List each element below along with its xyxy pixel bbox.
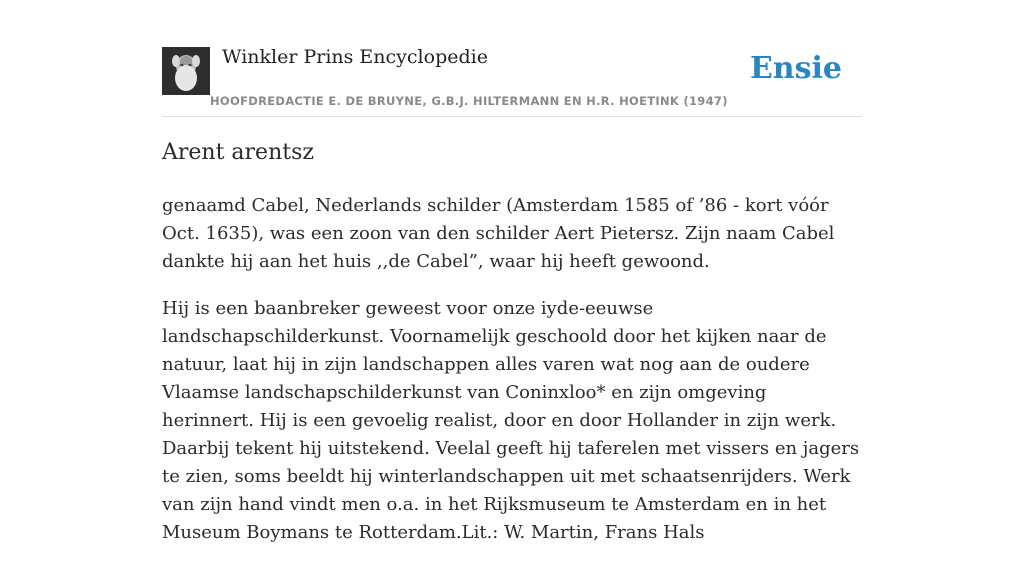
page-container [162, 0, 862, 543]
brand-logo-link[interactable]: Ensie [749, 51, 842, 86]
publication-title[interactable]: Winkler Prins Encyclopedie [222, 46, 488, 68]
publication-subtitle: HOOFDREDACTIE E. DE BRUYNE, G.B.J. HILTERMANN EN H.R. HOETINK (1947) [210, 94, 728, 108]
article-title: Arent arentsz [162, 140, 314, 165]
article-paragraph: genaamd Cabel, Nederlands schilder (Amsterdam 1585 of ’86 - kort vóór Oct. 1635), was een zoon van den schilder Aert Pietersz. Zijn naam Cabel dankte hij aan het huis ,,de Cabel”, waar hij heeft gewoond. [162, 195, 835, 272]
article-paragraph: Hij is een baanbreker geweest voor onze iyde-eeuwse landschapschilderkunst. Voornamelijk geschoold door het kijken naar de natuur, laat hij in zijn landschappen alles varen wat nog aan de oudere Vlaamse landschapschilderkunst van Coninxloo* en zijn omgeving herinnert. Hij is een gevoelig realist, door en door Hollander in zijn werk. Daarbij tekent hij uitstekend. Veelal geeft hij taferelen met vissers en jagers te zien, soms beeldt hij winterlandschappen uit met schaatsenrijders. Werk van zijn hand vindt men o.a. in het Rijksmuseum te Amsterdam en in het Museum Boymans te Rotterdam.Lit.: W. Martin, Frans Hals [162, 298, 860, 543]
portrait-image [162, 47, 210, 95]
header [162, 0, 862, 117]
article-body [162, 192, 862, 566]
editor-portrait-avatar [162, 47, 210, 95]
